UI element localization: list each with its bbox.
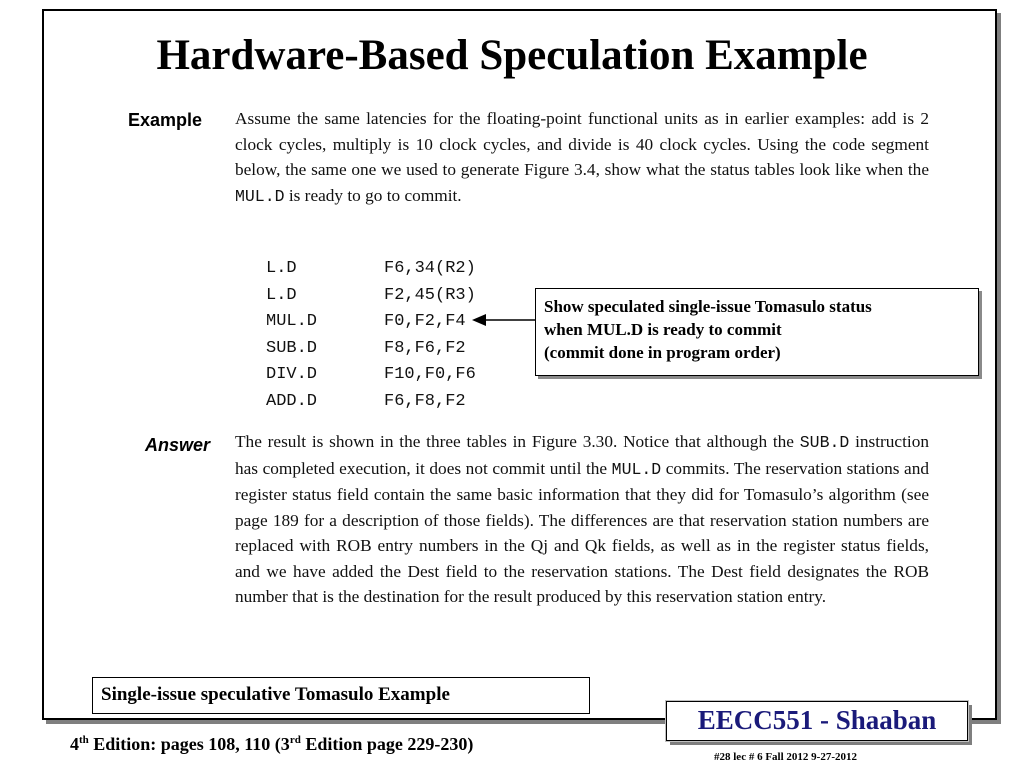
course-badge: EECC551 - Shaaban [666,701,968,741]
example-code-mul: MUL.D [235,186,285,206]
code-line: L.D F2,45(R3) [266,285,476,305]
answer-code-sub: SUB.D [799,433,850,452]
callout-box [535,288,979,376]
answer-code-mul: MUL.D [611,459,662,479]
callout-line: Show speculated single-issue Tomasulo status [544,297,872,316]
arrow-left-icon [470,308,538,332]
code-line: SUB.D F8,F6,F2 [266,338,466,358]
callout-line: (commit done in program order) [544,343,781,362]
slide-footer: #28 lec # 6 Fall 2012 9-27-2012 [714,751,857,763]
code-line: L.D F6,34(R2) [266,259,476,278]
code-line: DIV.D F10,F0,F6 [266,365,476,384]
answer-label: Answer [145,435,211,455]
code-line: ADD.D F6,F8,F2 [266,391,466,411]
edition-reference: 4th Edition: pages 108, 110 (3rd Edition page 229-230) [70,734,474,754]
slide-title: Hardware-Based Speculation Example [156,32,868,79]
code-listing [266,256,476,415]
example-text-end: is ready to go to commit. [284,185,462,205]
bottom-caption-box: Single-issue speculative Tomasulo Example [92,677,590,714]
code-line: MUL.D F0,F2,F4 [266,312,466,331]
example-label: Example [128,110,203,130]
example-paragraph [235,106,929,209]
example-text: Assume the same latencies for the floating-point functional units as in earlier examples: add is 2 clock cycles, multiply is 10 clock cycles, and divide is 40 clock cycles. Using the code segment below, the same one we used to generate Figure 3.4, show what the status tables look like when the [235,109,929,179]
answer-paragraph: The result is shown in the three tables in Figure 3.30. Notice that although the SUB.D instruction has completed execution, it does not commit until the MUL.D commits. The reservation stations and register status field contain the same basic information that they did for Tomasulo’s algorithm (see page 189 for a description of those fields). The differences are that reservation station numbers are replaced with ROB entry numbers in the Qj and Qk fields, as well as in the register status fields, and we have added the Dest field to the reservation stations. The Dest field designates the ROB number that is the destination for the result produced by this reservation station entry. [235,432,929,606]
callout-line: when MUL.D is ready to commit [544,320,782,339]
